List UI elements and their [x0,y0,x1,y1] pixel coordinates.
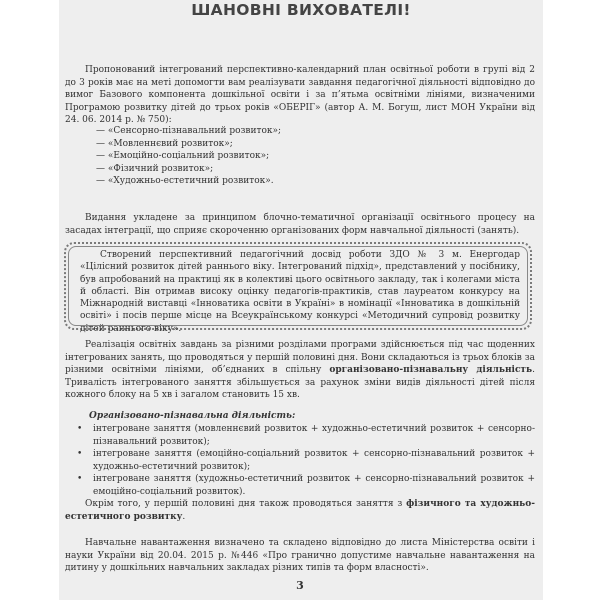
education-line-item: — «Художньо-естетичний розвиток». [96,176,274,187]
experience-box [80,249,520,335]
additional-lessons-start: Окрім того, у першій половині дня також проводяться заняття з [85,499,407,509]
implementation-paragraph [65,339,535,402]
integrated-lesson-item: • інтегроване заняття (емоційно-соціальний розвиток + сенсорно-пізнавальний розвиток + художньо-естетичний розвиток); [75,448,535,473]
experience-text: Створений перспективний педагогічний досвід роботи ЗДО № 3 м. Енергодар «Цілісний розвиток дітей раннього віку. Інтегрований підхід», представлений у посібнику, був апробований на практиці як в колективі цього освітнього закладу, так і колегами міста й області. Він отримав високу оцінку педагогів-практиків, став лауреатом конкурсу на Міжнародній виставці «Інноватика освіти в Україні» в номінації «Інноватика в дошкільній освіті» і посів перше місце на Всеукраїнському конкурсі «Методичний супровід розвитку дітей раннього віку». [80,250,520,334]
integrated-lesson-item: • інтегроване заняття (мовленнєвий розвиток + художньо-естетичний розвиток + сенсорно-пізнавальний розвиток); [75,423,535,448]
education-line-item: — «Мовленнєвий розвиток»; [96,138,233,149]
integration-paragraph [65,212,535,237]
page-title: ШАНОВНІ ВИХОВАТЕЛІ! [191,1,411,19]
implementation-text-bold: організовано-пізнавальну діяльність [329,365,533,376]
implementation-text-end: . Тривалість інтегрованого заняття збільшується за рахунок зміни видів діяльності дітей після кожного блоку на 5 хв і загалом становить 15 хв. [65,365,535,401]
additional-lessons-text [65,498,535,523]
intro-text: Пропонований інтегрований перспективно-календарний план освітньої роботи в групі від 2 до 3 років має на меті допомогти вам реалізувати завдання педагогічної діяльності відповідно до вимог Базового компонента дошкільної освіти і за п’ятьма освітніми лініями, визначеними Програмою розвитку дітей до трьох років «ОБЕРІГ» (автор А. М. Богуш, лист МОН України від 24. 06. 2014 р. № 750): [65,65,535,126]
education-lines-list [96,125,281,188]
implementation-text [65,339,535,402]
workload-text: Навчальне навантаження визначено та складено відповідно до листа Міністерства освіти і науки України від 20.04. 2015 р. №446 «Про гранично допустиме навчальне навантаження на дитину у дошкільних навчальних закладах різних типів та форм власності». [65,538,535,574]
additional-lessons-paragraph [65,498,535,523]
additional-lessons-bold: фізичного та художньо-естетичного розвитку [65,499,535,522]
education-line-item: — «Емоційно-соціальний розвиток»; [96,151,270,162]
workload-paragraph [65,537,535,575]
implementation-text-start: Реалізація освітніх завдань за різними розділами програми здійснюється під час щоденних інтегрованих занять, що проводяться у першій половині дня. Вони складаються із трьох блоків за різними освітніми лініями, об’єднаних в спільну [65,340,535,376]
integration-text: Видання укладене за принципом блочно-тематичної організації освітнього процесу на засадах інтеграції, що сприяє скороченню організованих форм навчальної діяльності (занять). [65,213,535,236]
additional-lessons-end: . [182,511,186,522]
education-line-item: — «Фізичний розвиток»; [96,163,214,174]
integrated-lessons-list [75,423,535,499]
education-line-item: — «Сенсорно-пізнавальний розвиток»; [96,126,282,136]
intro-paragraph [65,64,535,127]
page-number: 3 [296,579,304,592]
integrated-lesson-item: • інтегроване заняття (художньо-естетичний розвиток + сенсорно-пізнавальний розвиток + емоційно-соціальний розвиток). [75,473,535,498]
organized-activity-heading: Організовано-пізнавальна діяльність: [89,411,296,421]
